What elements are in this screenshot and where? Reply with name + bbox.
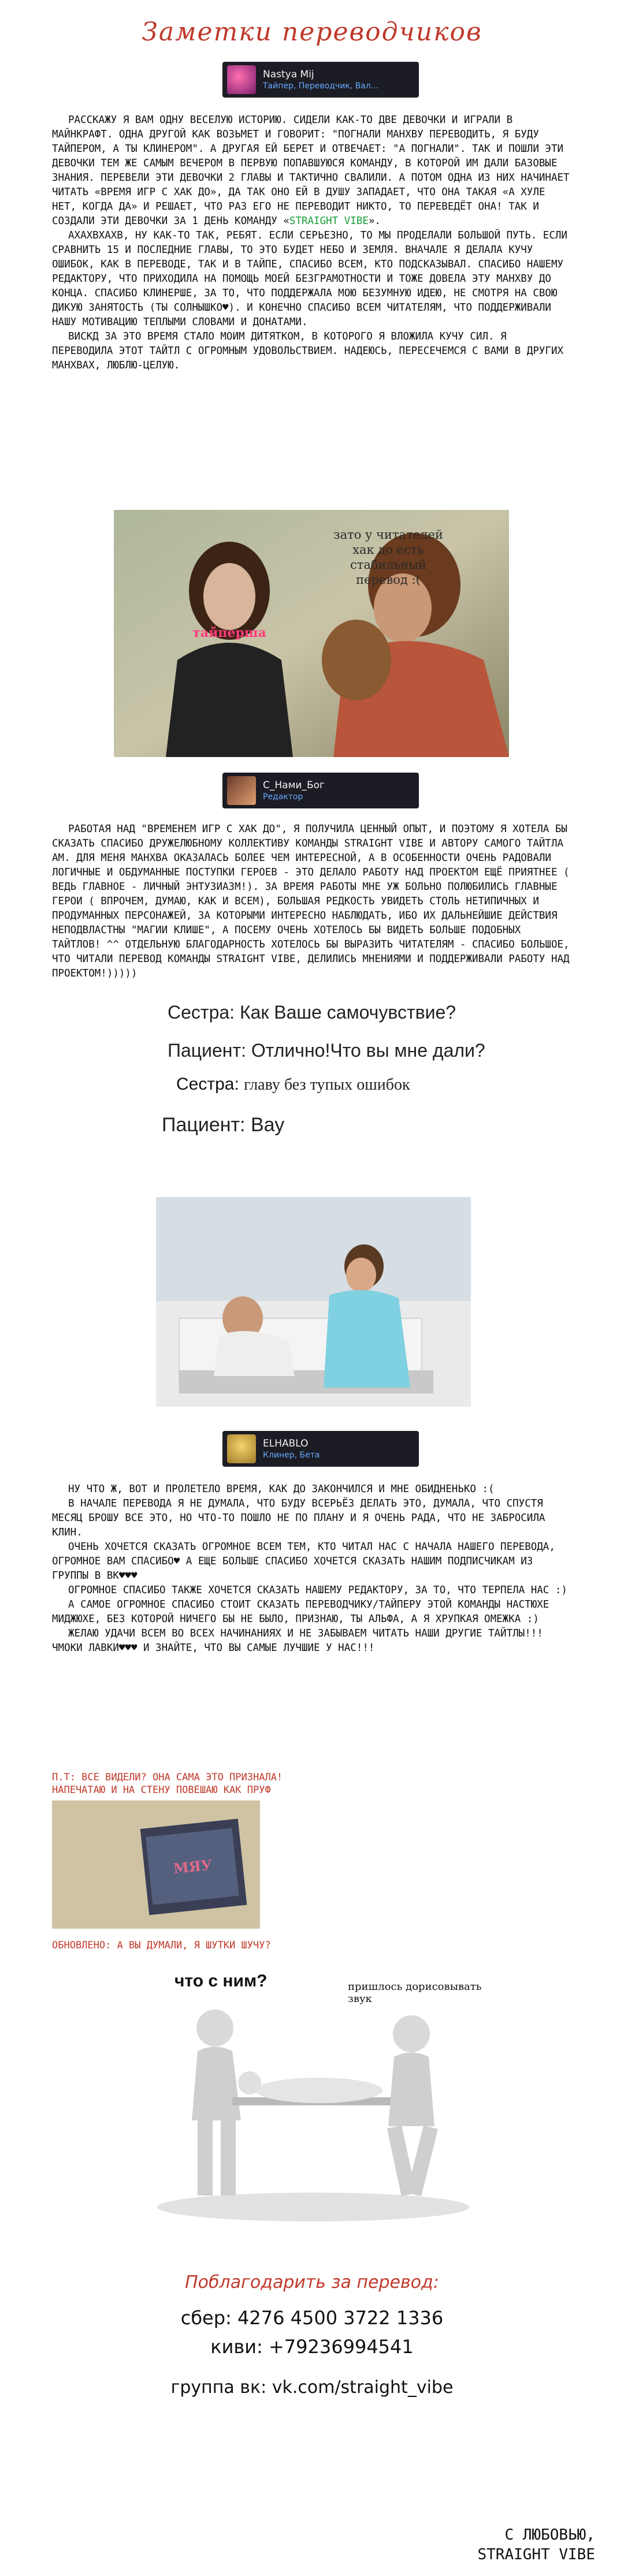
dialog-meme [162, 1002, 532, 1175]
author-role: Редактор [263, 792, 303, 801]
hospital-illustration [156, 1197, 471, 1407]
note-paragraph: АХАХВХАХВ, НУ КАК-ТО ТАК, РЕБЯТ. ЕСЛИ СЕРЬЕЗНО, ТО МЫ ПРОДЕЛАЛИ БОЛЬШОЙ ПУТЬ. ЕСЛИ СРАВНИТЬ 15 И ПОСЛЕДНИЕ ГЛАВЫ, ТО ЭТО БУДЕТ НЕБО И ЗЕМЛЯ. ВНАЧАЛЕ Я ДЕЛАЛА КУЧУ ОШИБОК, КАК В ПЕРЕВОДЕ, ТАК И В ТАЙПЕ, СПАСИБО ВСЕМ, КТО ПОДСКАЗЫВАЛ. СПАСИБО НАШЕМУ РЕДАКТОРУ, ЧТО ПРИХОДИЛА НА ПОМОЩЬ МОЕЙ БЕЗГРАМОТНОСТИ И ТОЖЕ ДОВЕЛА ЭТУ МАНХВУ ДО КОНЦА. СПАСИБО КЛИНЕРШЕ, ЗА ТО, ЧТО ПОДДЕРЖАЛА МОЮ БЕЗУМНУЮ ИДЕЮ, НЕ СМОТРЯ НА СВОЮ ДИКУЮ ЗАНЯТОСТЬ (ТЫ СОЛНЫШКО♥). И КОНЕЧНО СПАСИБО ВСЕМ ЧИТАТЕЛЯМ, ЧТО ПОДДЕРЖИВАЛИ НАШУ МОТИВАЦИЮ ТЕПЛЫМИ СЛОВАМИ И ДОНАТАМИ. [52, 230, 567, 328]
cleaner-note [52, 1482, 572, 1656]
dialog-line: Пациент: Вау [162, 1114, 285, 1136]
signoff [478, 2525, 596, 2564]
author-role: Тайпер, Переводчик, Вал... [263, 81, 379, 91]
ps-line: П.Т: ВСЕ ВИДЕЛИ? ОНА САМА ЭТО ПРИЗНАЛА! [52, 1772, 283, 1783]
editor-note [52, 822, 572, 981]
meme-stretcher [134, 1964, 492, 2229]
note-paragraph: А САМОЕ ОГРОМНОЕ СПАСИБО СТОИТ СКАЗАТЬ ПЕРЕВОДЧИКУ/ТАЙПЕРУ ЭТОЙ КОМАНДЫ НАСТЮХЕ МИДЖЮХЕ, БЕЗ КОТОРОЙ НИЧЕГО БЫ НЕ БЫЛО, ПРИЗНАЮ, ТЫ АЛЬФА, А Я ХРУПКАЯ ОМЕЖКА :) [52, 1599, 549, 1625]
team-name: STRAIGHT VIBE [289, 215, 369, 227]
avatar [227, 65, 256, 94]
screen-text: МЯУ [172, 1856, 213, 1877]
support-heading: Поблагодарить за перевод: [185, 2272, 439, 2292]
author-badge-cleaner [222, 1431, 419, 1467]
ps-note [52, 1771, 399, 1796]
note-paragraph: РАБОТАЯ НАД "ВРЕМЕНЕМ ИГР С ХАК ДО", Я ПОЛУЧИЛА ЦЕННЫЙ ОПЫТ, И ПОЭТОМУ Я ХОТЕЛА БЫ СКАЗАТЬ СПАСИБО ДРУЖЕЛЮБНОМУ КОЛЛЕКТИВУ КОМАНДЫ STRAIGHT VIBE И АВТОРУ САМОГО ТАЙТЛА AM. ДЛЯ МЕНЯ МАНХВА ОКАЗАЛАСЬ БОЛЕЕ ЧЕМ ИНТЕРЕСНОЙ, А В ОСОБЕННОСТИ ОЧЕНЬ РАДОВАЛИ ЛОГИЧНЫЕ И ОБДУМАННЫЕ ПОСТУПКИ ГЕРОЕВ - ЭТО ДЕЛАЛО РАБОТУ НАД ПРОЕКТОМ ЕЩЁ ПРИЯТНЕЕ ( ВЕДЬ ГЛАВНОЕ - ЛИЧНЫЙ ЭНТУЗИАЗМ!). ЗА ВРЕМЯ РАБОТЫ МНЕ УЖ БОЛЬНО ПОЛЮБИЛИСЬ ГЛАВНЫЕ ГЕРОИ ( ВПРОЧЕМ, ДУМАЮ, КАК И ВСЕМ), БОЛЬШАЯ РЕДКОСТЬ УВИДЕТЬ СТОЛЬ НЕТИПИЧНЫХ И ПРОДУМАННЫХ ПЕРСОНАЖЕЙ, ЗА КОТОРЫМИ ИНТЕРЕСНО НАБЛЮДАТЬ, ИБО ИХ ДАЛЬНЕЙШИЕ ДЕЙСТВИЯ НЕПОДВЛАСТНЫ "МАГИИ КЛИШЕ", А ПОСЕМУ ОЧЕНЬ ХОТЕЛОСЬ БЫ ВИДЕТЬ БОЛЬШЕ ПОДОБНЫХ ТАЙТЛОВ! ^^ ОТДЕЛЬНУЮ БЛАГОДАРНОСТЬ ХОТЕЛОСЬ БЫ ВЫРАЗИТЬ ЧИТАТЕЛЯМ - СПАСИБО БОЛЬШОЕ, ЧТО ЧИТАЛИ ПЕРЕВОД КОМАНДЫ STRAIGHT VIBE, ДЕЛИЛИСЬ МНЕНИЯМИ И ПОДДЕРЖИВАЛИ РАБОТУ НАД ПРОЕКТОМ!))))) [52, 823, 570, 979]
note-paragraph: ОГРОМНОЕ СПАСИБО ТАКЖЕ ХОЧЕТСЯ СКАЗАТЬ НАШЕМУ РЕДАКТОРУ, ЗА ТО, ЧТО ТЕРПЕЛА НАС :) [68, 1585, 567, 1596]
translator-note [52, 113, 572, 373]
note-paragraph: ОЧЕНЬ ХОЧЕТСЯ СКАЗАТЬ ОГРОМНОЕ ВСЕМ ТЕМ, КТО ЧИТАЛ НАС С НАЧАЛА НАШЕГО ПЕРЕВОДА, ОГРОМНОЕ ВАМ СПАСИБО♥ А ЕЩЕ БОЛЬШЕ СПАСИБО ХОЧЕТСЯ СКАЗАТЬ НАШИМ ПОДПИСЧИКАМ ИЗ ГРУППЫ В ВК♥♥♥ [52, 1541, 555, 1582]
wall-screen-illustration [52, 1800, 260, 1929]
author-name: С_Нами_Бог [263, 780, 325, 791]
note-paragraph: ЖЕЛАЮ УДАЧИ ВСЕМ ВО ВСЕХ НАЧИНАНИЯХ И НЕ ЗАБЫВАЕМ ЧИТАТЬ НАШИ ДРУГИЕ ТАЙТЛЫ!!! ЧМОКИ ЛАВКИ♥♥♥ И ЗНАЙТЕ, ЧТО ВЫ САМЫЕ ЛУЧШИЕ У НАС!!! [52, 1628, 543, 1654]
dialog-line: Сестра: главу без тупых ошибок [176, 1075, 410, 1094]
ps-line: НАПЕЧАТАЮ И НА СТЕНУ ПОВЕШАЮ КАК ПРУФ [52, 1784, 271, 1796]
meme-question: что с ним? [174, 1971, 268, 1990]
dialog-line: Сестра: Как Ваше самочувствие? [168, 1002, 456, 1023]
qiwi-requisites: киви: +79236994541 [210, 2336, 414, 2358]
photo-label: тайперша [192, 625, 266, 640]
meme-photo-couple [114, 510, 509, 757]
author-badge-translator [222, 62, 419, 98]
author-badge-editor [222, 773, 419, 808]
signoff-team: STRAIGHT VIBE [477, 2546, 595, 2563]
meme-caption: пришлось дорисовывать звук [348, 1981, 482, 2005]
meme-photo-hospital [156, 1197, 471, 1407]
author-name: ELHABLO [263, 1438, 309, 1449]
page-title: Заметки переводчиков [142, 17, 482, 47]
couple-illustration [114, 510, 509, 757]
author-role: Клинер, Бета [263, 1451, 320, 1460]
note-paragraph: РАССКАЖУ Я ВАМ ОДНУ ВЕСЕЛУЮ ИСТОРИЮ. СИДЕЛИ КАК-ТО ДВЕ ДЕВОЧКИ И ИГРАЛИ В МАЙНКРАФТ. ОДНА ДРУГОЙ КАК ВОЗЬМЕТ И ГОВОРИТ: "ПОГНАЛИ МАНХВУ ПЕРЕВОДИТЬ, Я БУДУ ТАЙПЕРОМ, А ТЫ КЛИНЕРОМ". А ДРУГАЯ ЕЙ БЕРЕТ И ОТВЕЧАЕТ: "А ПОГНАЛИ". ТАК И ПОШЛИ ЭТИ ДЕВОЧКИ ТЕМ ЖЕ САМЫМ ВЕЧЕРОМ В ПЕРВУЮ ПОПАВШУЮСЯ КОМАНДУ, В КОТОРОЙ ИМ ДАЛИ БАЗОВЫЕ ЗНАНИЯ. ПЕРЕВЕЛИ ЭТИ ДЕВОЧКИ 2 ГЛАВЫ И ТАКТИЧНО СВАЛИЛИ. А ПОТОМ ОДНА ИЗ НИХ НАЧИНАЕТ ЧИТАТЬ «ВРЕМЯ ИГР С ХАК ДО», ДА ТАК ОНО ЕЙ В ДУШУ ЗАПАДАЕТ, ЧТО ОНА ТАКАЯ «А ХУЛЕ НЕТ, КОГДА ДА» И РЕШАЕТ, ЧТО РАЗ ЕГО НЕ ПЕРЕВОДИТ НИКТО, ТО ПЕРЕВЕДЁТ ОНА! ТАК И СОЗДАЛИ ЭТИ ДЕВОЧКИ ЗА 1 ДЕНЬ КОМАНДУ «STRAIGHT VIBE». [52, 114, 570, 227]
dialog-line: Пациент: Отлично!Что вы мне дали? [168, 1040, 485, 1061]
update-note: ОБНОВЛЕНО: А ВЫ ДУМАЛИ, Я ШУТКИ ШУЧУ? [52, 1940, 271, 1951]
vk-group-link[interactable]: группа вк: vk.com/straight_vibe [170, 2377, 454, 2398]
photo-caption: зато у читателей хак до есть стабильный перевод :( [333, 528, 443, 587]
sber-requisites: сбер: 4276 4500 3722 1336 [180, 2307, 444, 2329]
proof-photo [52, 1800, 260, 1929]
avatar [227, 776, 256, 805]
note-paragraph: В НАЧАЛЕ ПЕРЕВОДА Я НЕ ДУМАЛА, ЧТО БУДУ ВСЕРЬЁЗ ДЕЛАТЬ ЭТО, ДУМАЛА, ЧТО СПУСТЯ МЕСЯЦ БРОШУ ВСЕ ЭТО, НО ЧТО-ТО ПОШЛО НЕ ПО ПЛАНУ И Я ОЧЕНЬ РАДА, ЧТО НЕ ЗАБРОСИЛА КЛИН. [52, 1498, 545, 1538]
author-name: Nastya Mij [263, 69, 314, 80]
note-paragraph: НУ ЧТО Ж, ВОТ И ПРОЛЕТЕЛО ВРЕМЯ, КАК ДО ЗАКОНЧИЛСЯ И МНЕ ОБИДНЕНЬКО :( [68, 1483, 495, 1495]
signoff-line: С ЛЮБОВЬЮ, [504, 2526, 595, 2544]
avatar [227, 1434, 256, 1463]
note-paragraph: ВИСКД ЗА ЭТО ВРЕМЯ СТАЛО МОИМ ДИТЯТКОМ, В КОТОРОГО Я ВЛОЖИЛА КУЧУ СИЛ. Я ПЕРЕВОДИЛА ЭТОТ ТАЙТЛ С ОГРОМНЫМ УДОВОЛЬСТВИЕМ. НАДЕЮСЬ, ПЕРЕСЕЧЕМСЯ С ВАМИ В ДРУГИХ МАНХВАХ, ЛЮБЛЮ-ЦЕЛУЮ. [52, 331, 564, 371]
